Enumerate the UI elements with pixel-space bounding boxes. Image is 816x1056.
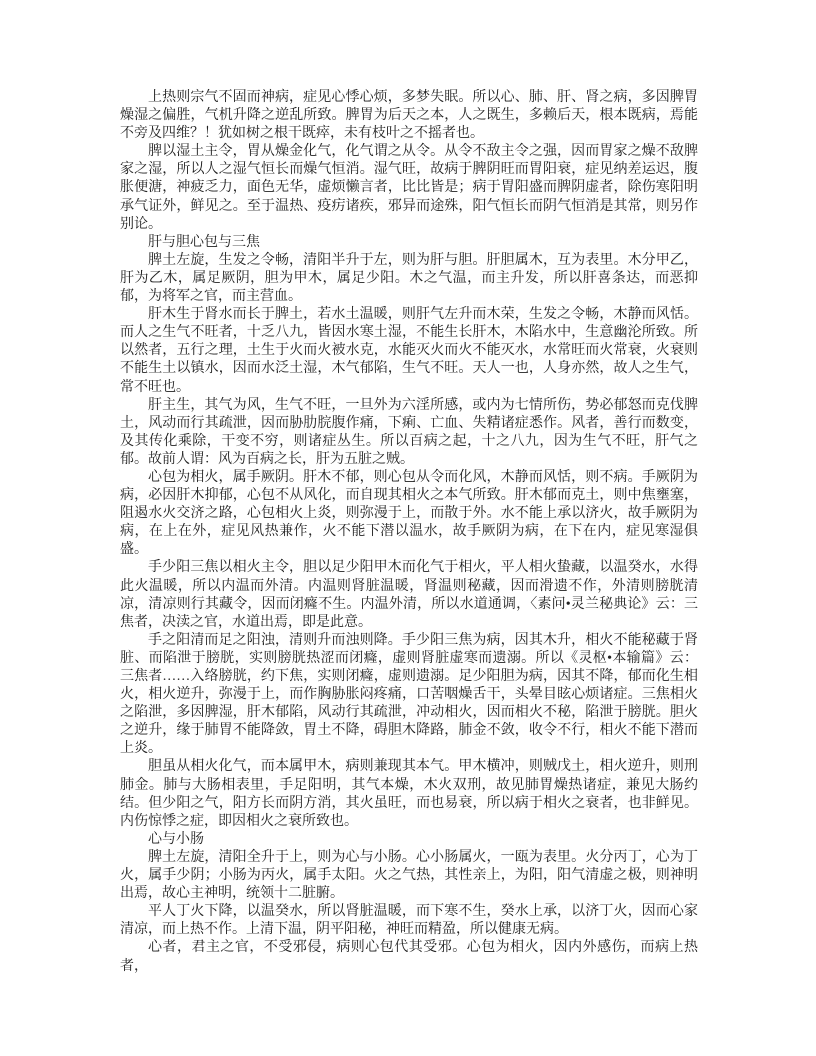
- document-body: [120, 89, 698, 976]
- paragraph: 肝主生，其气为风，生气不旺，一旦外为六淫所感，或内为七情所伤，势必郁怒而克伐脾土，风动而行其疏泄，因而胁肋脘腹作痛，下痢、亡血、失精诸症悉作。风者，善行而数变，及其传化乘除，干变不穷，则诸症丛生。所以百病之起，十之八九，因为生气不旺，肝气之郁。故前人谓：风为百病之长，肝为五脏之贼。: [120, 397, 698, 467]
- section-heading: 心与小肠: [148, 831, 204, 847]
- paragraph: 心者，君主之官，不受邪侵，病则心包代其受邪。心包为相火，因内外感伤，而病上热者，: [120, 940, 698, 974]
- paragraph: 脾以湿土主令，胃从燥金化气，化气谓之从令。从令不敌主令之强，因而胃家之燥不敌脾家之湿，所以人之湿气恒长而燥气恒消。湿气旺，故病于脾阴旺而胃阳衰，症见纳差运迟，腹胀便溏，神疲乏力，面色无华，虚烦懒言者，比比皆是；病于胃阳盛而脾阴虚者，除伤寒阳明承气证外，鲜见之。至于温热、疫疠诸疾，邪异而途殊，阳气恒长而阴气恒消是其常，则另作别论。: [120, 144, 698, 232]
- section-heading: 肝与胆心包与三焦: [148, 234, 260, 250]
- paragraph: 心包为相火，属手厥阴。肝木不郁，则心包从令而化风，木静而风恬，则不病。手厥阴为病，必因肝木抑郁，心包不从风化，而自现其相火之本气所致。肝木郁而克土，则中焦壅塞，阻遏水火交济之路，心包相火上炎，则弥漫于上，而散于外。水不能上承以济火，故手厥阴为病，在上在外，症见风热兼作，火不能下潜以温水，故手厥阴为病，在下在内，症见寒湿俱盛。: [120, 469, 698, 558]
- paragraph: 胆虽从相火化气，而本属甲木，病则兼现其本气。甲木横冲，则贼戊土，相火逆升，则刑肺金。肺与大肠相表里，手足阳明，其气本燥，木火双刑，故见肺胃燥热诸症，兼见大肠约结。但少阳之气，阳方长而阴方消，其火虽旺，而也易衰，所以病于相火之衰者，也非鲜见。内伤惊悸之症，即因相火之衰所致也。: [120, 759, 698, 829]
- paragraph: 平人丁火下降，以温癸水，所以肾脏温暖，而下寒不生，癸水上承，以济丁火，因而心家清凉，而上热不作。上清下温，阴平阳秘，神旺而精盈，所以健康无病。: [120, 904, 698, 938]
- paragraph: 肝木生于肾水而长于脾土，若水土温暖，则肝气左升而木荣，生发之令畅，木静而风恬。而人之生气不旺者，十乏八九，皆因水寒土湿，不能生长肝木，木陷水中，生意幽沦所致。所以然者，五行之理，土生于火而火被水克，水能灭火而火不能灭水，水常旺而火常衰，火衰则不能生土以镇水，因而水泛土湿，木气郁陷，生气不旺。天人一也，人身亦然，故人之生气，常不旺也。: [120, 307, 698, 395]
- paragraph: 脾土左旋，生发之令畅，清阳半升于左，则为肝与胆。肝胆属木，互为表里。木分甲乙，肝为乙木，属足厥阴，胆为甲木，属足少阳。木之气温，而主升发，所以肝喜条达，而恶抑郁，为将军之官，而主营血。: [120, 252, 698, 305]
- paragraph: 手之阳清而足之阳浊，清则升而浊则降。手少阳三焦为病，因其木升，相火不能秘藏于肾脏、而陷泄于膀胱，实则膀胱热涩而闭癃，虚则肾脏虚寒而遗溺。所以《灵枢•本输篇》云：三焦者……入络膀胱，约下焦，实则闭癃，虚则遗溺。足少阳胆为病，因其不降，郁而化生相火，相火逆升，弥漫于上，而作胸胁胀闷疼痛，口苦咽燥舌干，头晕目眩心烦诸症。三焦相火之陷泄，多因脾湿，肝木郁陷，风动行其疏泄，冲动相火，因而相火不秘，陷泄于膀胱。胆火之逆升，缘于肺胃不能降敛，胃土不降，碍胆木降路，肺金不敛，收令不行，相火不能下潜而上炎。: [120, 632, 698, 757]
- paragraph: 脾土左旋，清阳全升于上，则为心与小肠。心小肠属火，一瓯为表里。火分丙丁，心为丁火，属手少阴；小肠为丙火，属手太阳。火之气热，其性亲上，为阳，阳气清虚之极，则神明出焉，故心主神明，统领十二脏腑。: [120, 849, 698, 902]
- paragraph: 上热则宗气不固而神病，症见心悸心烦，多梦失眠。所以心、肺、肝、肾之病，多因脾胃燥湿之偏胜，气机升降之逆乱所致。脾胃为后天之本，人之既生，多赖后天，根本既病，焉能不旁及四维？！犹如树之根干既瘁，未有枝叶之不摇者也。: [120, 90, 698, 142]
- paragraph: 手少阳三焦以相火主令，胆以足少阳甲木而化气于相火，平人相火蛰藏，以温癸水，水得此火温暖，所以内温而外清。内温则肾脏温暖，肾温则秘藏，因而滑遗不作，外清则膀胱清凉，清凉则行其藏令，因而闭癃不生。内温外清，所以水道通调，〈素问•灵兰秘典论》云：三焦者，决渎之官，水道出焉，即是此意。: [120, 560, 698, 630]
